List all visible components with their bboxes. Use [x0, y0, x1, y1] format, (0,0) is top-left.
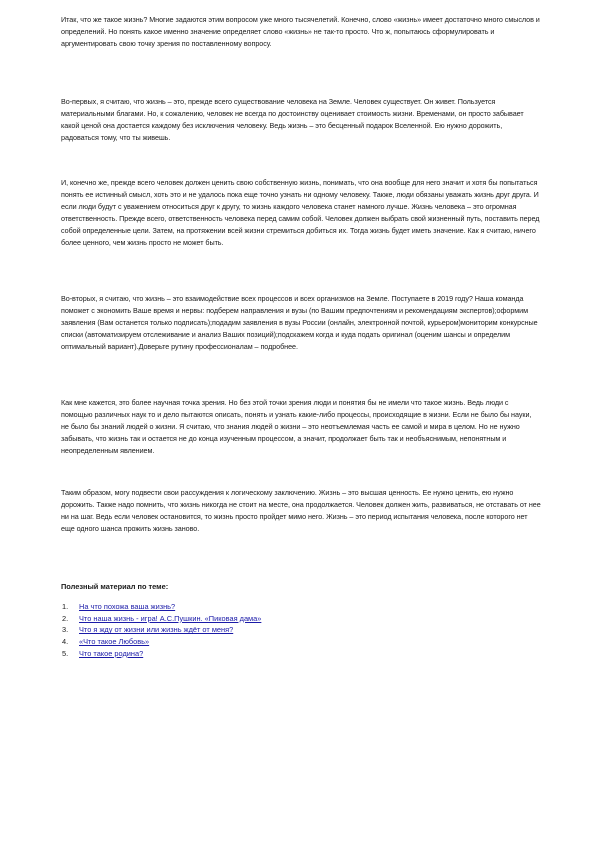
related-item: [61, 648, 261, 660]
paragraph-second-argument: Во-вторых, я считаю, что жизнь – это взаимодействие всех процессов и всех организмов на Земле. Поступаете в 2019 году? Наша команда поможет с экономить Ваше время и нервы: подберем направления и вузы (по Вашим предпочтениям и рекомендациям экспертов);оформим заявления (Вам останется только подписать);подадим заявления в вузы России (онлайн, электронной почтой, курьером)мониторим конкурсные списки (автоматизируем отслеживание и анализ Ваших позиций);подскажем когда и куда подать оригинал (оценим шансы и определим оптимальный вариант).Доверьте рутину профессионалам – подробнее.: [61, 294, 538, 351]
related-item: [61, 601, 261, 613]
related-title: Полезный материал по теме:: [61, 582, 169, 591]
related-link[interactable]: Что я жду от жизни или жизнь ждёт от меня?: [79, 625, 234, 635]
paragraph-first-argument: Во-первых, я считаю, что жизнь – это, прежде всего существование человека на Земле. Человек существует. Он живет. Пользуется материальными благами. Но, к сожалению, человек не всегда по достоинству оценивает стоимость жизни. Временами, он просто забывает какой ценой она достается каждому без исключения человеку. Ведь жизнь – это бесценный подарок Вселенной. Ею нужно дорожить, радоваться тому, что ты живешь.: [61, 97, 524, 142]
related-item: [61, 624, 261, 636]
related-item-number: 1.: [62, 602, 69, 611]
related-link[interactable]: «Что такое Любовь»: [79, 637, 150, 647]
paragraph-science: Как мне кажется, это более научная точка зрения. Но без этой точки зрения люди и понятия бы не имели что такое жизнь. Ведь люди с помощью различных наук то и дело пытаются описать, понять и узнать какие-либо процессы, происходящие в жизни. Если не было бы науки, не было бы знаний людей о жизни. Я считаю, что знания людей о жизни – это неотъемлемая часть ее самой и мира в целом. Но не нужно забывать, что жизнь так и остается не до конца изученным процессом, а значит, продолжает быть так и необъяснимым, непонятным и неопределенным явлением.: [61, 398, 532, 455]
paragraph-responsibility: И, конечно же, прежде всего человек должен ценить свою собственную жизнь, понимать, что она вообще для него значит и хотя бы попытаться понять ее истинный смысл, хоть это и не удалось пока еще точно узнать ни одному человеку. Также, люди обязаны уважать жизнь друг друга. И если люди будут с уважением относиться друг к другу, то жизнь каждого человека станет намного лучше. Жизнь человека – это огромная ответственность. Прежде всего, ответственность человека перед самим собой. Человек должен выбрать свой жизненный путь, поставить перед собой определенные цели. Затем, на протяжении всей жизни стремиться добиться их. Тогда жизнь будет иметь значение. Как я считаю, ничего более ценного, чем жизнь просто не может быть.: [61, 178, 540, 247]
related-list: [61, 601, 261, 660]
related-item-number: 3.: [62, 625, 69, 635]
related-link[interactable]: Что наша жизнь - игра! А.С.Пушкин. «Пиковая дама»: [79, 613, 262, 623]
related-item-number: 4.: [62, 637, 69, 647]
related-link[interactable]: Что такое родина?: [79, 648, 144, 658]
paragraph-intro: Итак, что же такое жизнь? Многие задаются этим вопросом уже много тысячелетий. Конечно, слово «жизнь» имеет достаточно много смыслов и определений. Но понять какое именно значение определяет слово «жизнь» не так-то просто. Что ж, попытаюсь сформулировать и аргументировать свою точку зрения по поставленному вопросу.: [61, 15, 540, 48]
related-link[interactable]: На что похожа ваша жизнь?: [79, 602, 176, 611]
related-item: [61, 613, 261, 625]
paragraph-conclusion: Таким образом, могу подвести свои рассуждения к логическому заключению. Жизнь – это высшая ценность. Ее нужно ценить, ею нужно дорожить. Также надо помнить, что жизнь никогда не стоит на месте, она продолжается. Человек должен жить, развиваться, не отставать от нее ни на шаг. Ведь если человек остановится, то жизнь просто пройдет мимо него. Жизнь – это период испытания человека, после которого нет еще одного шанса прожить жизнь заново.: [61, 488, 541, 533]
related-item-number: 5.: [62, 648, 69, 658]
related-item-number: 2.: [62, 613, 69, 623]
related-item: [61, 636, 261, 648]
